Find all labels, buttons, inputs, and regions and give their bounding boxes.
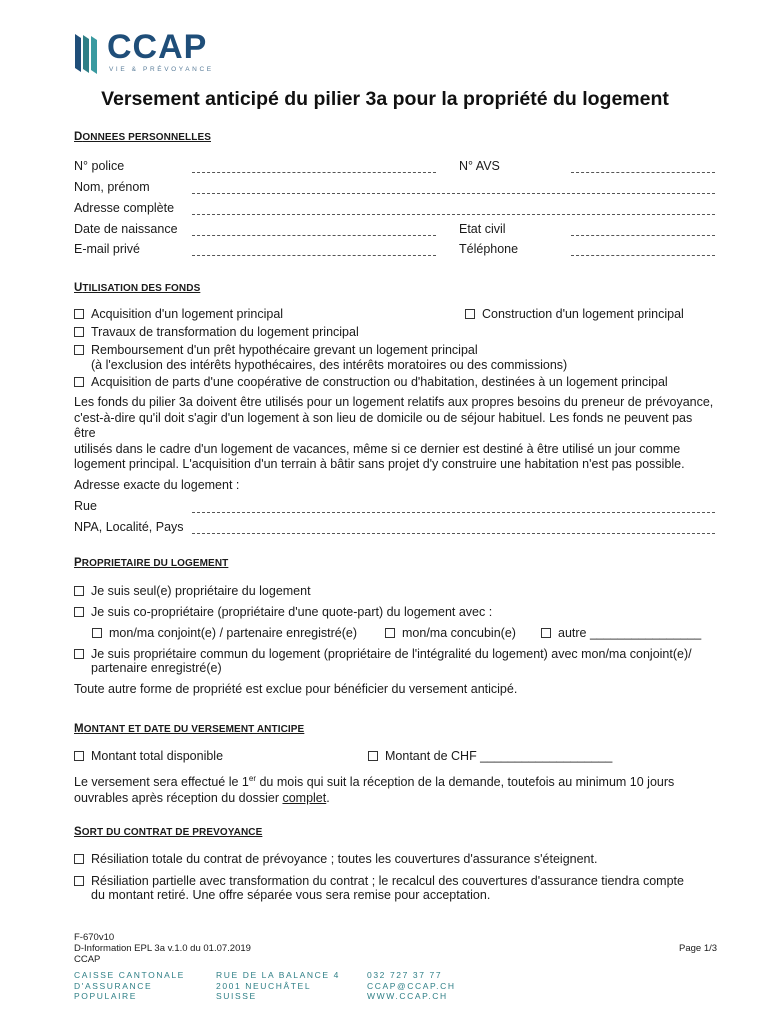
- option-transformation[interactable]: Travaux de transformation du logement principal: [74, 325, 359, 339]
- field-address[interactable]: [192, 214, 715, 215]
- checkbox-icon[interactable]: [74, 876, 84, 886]
- label-street: Rue: [74, 499, 97, 513]
- option-sole-owner[interactable]: Je suis seul(e) propriétaire du logement: [74, 584, 311, 598]
- section-heading-amount: MONTANT ET DATE DU VERSEMENT ANTICIPE: [74, 723, 305, 735]
- checkbox-icon[interactable]: [74, 586, 84, 596]
- owner-note: Toute autre forme de propriété est exclue pour bénéficier du versement anticipé.: [74, 682, 518, 696]
- option-total-amount[interactable]: Montant total disponible: [74, 749, 223, 763]
- ccap-logo: [73, 28, 233, 77]
- label-police: N° police: [74, 159, 125, 173]
- field-name[interactable]: [192, 193, 715, 194]
- label-birth: Date de naissance: [74, 222, 178, 236]
- option-total-termination[interactable]: Résiliation totale du contrat de prévoyance ; toutes les couvertures d'assurance s'éteignent.: [74, 852, 597, 866]
- option-chf-amount[interactable]: Montant de CHF ___________________: [368, 749, 612, 763]
- checkbox-icon[interactable]: [74, 649, 84, 659]
- label-email: E-mail privé: [74, 242, 140, 256]
- amount-paragraph: Le versement sera effectué le 1er du mois qui suit la réception de la demande, toutefois au minimum 10 jours ouvrables après réception du dossier complet.: [74, 774, 675, 805]
- field-police[interactable]: [192, 172, 436, 173]
- option-mortgage[interactable]: Remboursement d'un prêt hypothécaire grevant un logement principal: [74, 343, 478, 357]
- option-cooperative[interactable]: Acquisition de parts d'une coopérative de construction ou d'habitation, destinées à un logement principal: [74, 375, 668, 389]
- option-mortgage-note: (à l'exclusion des intérêts hypothécaires, des intérêts moratoires ou des commissions): [91, 358, 568, 372]
- field-phone[interactable]: [571, 255, 715, 256]
- checkbox-icon[interactable]: [92, 628, 102, 638]
- label-name: Nom, prénom: [74, 180, 150, 194]
- checkbox-icon[interactable]: [368, 751, 378, 761]
- field-birth[interactable]: [192, 235, 436, 236]
- usage-paragraph: Les fonds du pilier 3a doivent être utilisés pour un logement relatifs aux propres besoins du preneur de prévoyance, c'est-à-dire qu'il doit s'agir d'un logement à son lieu de domicile ou de séjour habituel. Les fonds ne peuvent pas être utilisés dans le cadre d'un logement de vacances, même si ce dernier est destiné à être utilisé un jour comme logement principal. L'acquisition d'un terrain à bâtir sans projet d'y construire une habitation n'est pas possible.: [74, 395, 714, 471]
- option-joint-owner-cont: partenaire enregistré(e): [91, 661, 222, 675]
- option-partial-termination-cont: du montant retiré. Une offre séparée vous sera remise pour acceptation.: [91, 888, 491, 902]
- option-partial-termination[interactable]: Résiliation partielle avec transformation du contrat ; le recalcul des couvertures d'assurance tiendra compte: [74, 874, 684, 888]
- field-avs[interactable]: [571, 172, 715, 173]
- footer-doc-info: F-670v10 D-Information EPL 3a v.1.0 du 01.07.2019 CCAP: [74, 932, 251, 965]
- checkbox-icon[interactable]: [541, 628, 551, 638]
- footer-address: RUE DE LA BALANCE 4 2001 NEUCHÂTEL SUISSE: [216, 970, 340, 1001]
- label-phone: Téléphone: [459, 242, 519, 256]
- section-heading-owner: PROPRIETAIRE DU LOGEMENT: [74, 557, 229, 569]
- section-heading-personal: DONNEES PERSONNELLES: [74, 131, 211, 143]
- label-exact-address: Adresse exacte du logement :: [74, 478, 240, 492]
- checkbox-icon[interactable]: [465, 309, 475, 319]
- label-civil: Etat civil: [459, 222, 506, 236]
- field-email[interactable]: [192, 255, 436, 256]
- logo-brand: CCAP: [107, 28, 208, 66]
- section-heading-contract: SORT DU CONTRAT DE PREVOYANCE: [74, 826, 263, 838]
- checkbox-icon[interactable]: [74, 345, 84, 355]
- label-city: NPA, Localité, Pays: [74, 520, 184, 534]
- checkbox-icon[interactable]: [385, 628, 395, 638]
- logo-mark-icon: [73, 32, 105, 74]
- option-joint-owner[interactable]: Je suis propriétaire commun du logement (propriétaire de l'intégralité du logement) avec mon/ma conjoint(e)/: [74, 647, 692, 661]
- option-spouse[interactable]: mon/ma conjoint(e) / partenaire enregistré(e): [92, 626, 357, 640]
- field-city[interactable]: [192, 533, 715, 534]
- footer-contact: 032 727 37 77 CCAP@CCAP.CH WWW.CCAP.CH: [367, 970, 456, 1001]
- logo-tagline: VIE & PRÉVOYANCE: [109, 66, 214, 73]
- checkbox-icon[interactable]: [74, 854, 84, 864]
- option-other[interactable]: autre ________________: [541, 626, 701, 640]
- checkbox-icon[interactable]: [74, 327, 84, 337]
- label-avs: N° AVS: [459, 159, 500, 173]
- checkbox-icon[interactable]: [74, 377, 84, 387]
- field-street[interactable]: [192, 512, 715, 513]
- page-number: Page 1/3: [679, 943, 718, 954]
- option-concubin[interactable]: mon/ma concubin(e): [385, 626, 516, 640]
- checkbox-icon[interactable]: [74, 309, 84, 319]
- section-heading-usage: UTILISATION DES FONDS: [74, 282, 201, 294]
- label-address: Adresse complète: [74, 201, 175, 215]
- footer-company: CAISSE CANTONALE D'ASSURANCE POPULAIRE: [74, 970, 185, 1001]
- option-acquisition[interactable]: Acquisition d'un logement principal: [74, 307, 283, 321]
- field-civil[interactable]: [571, 235, 715, 236]
- page-title: Versement anticipé du pilier 3a pour la propriété du logement: [101, 88, 669, 110]
- option-co-owner[interactable]: Je suis co-propriétaire (propriétaire d'une quote-part) du logement avec :: [74, 605, 492, 619]
- checkbox-icon[interactable]: [74, 607, 84, 617]
- option-construction[interactable]: Construction d'un logement principal: [465, 307, 684, 321]
- checkbox-icon[interactable]: [74, 751, 84, 761]
